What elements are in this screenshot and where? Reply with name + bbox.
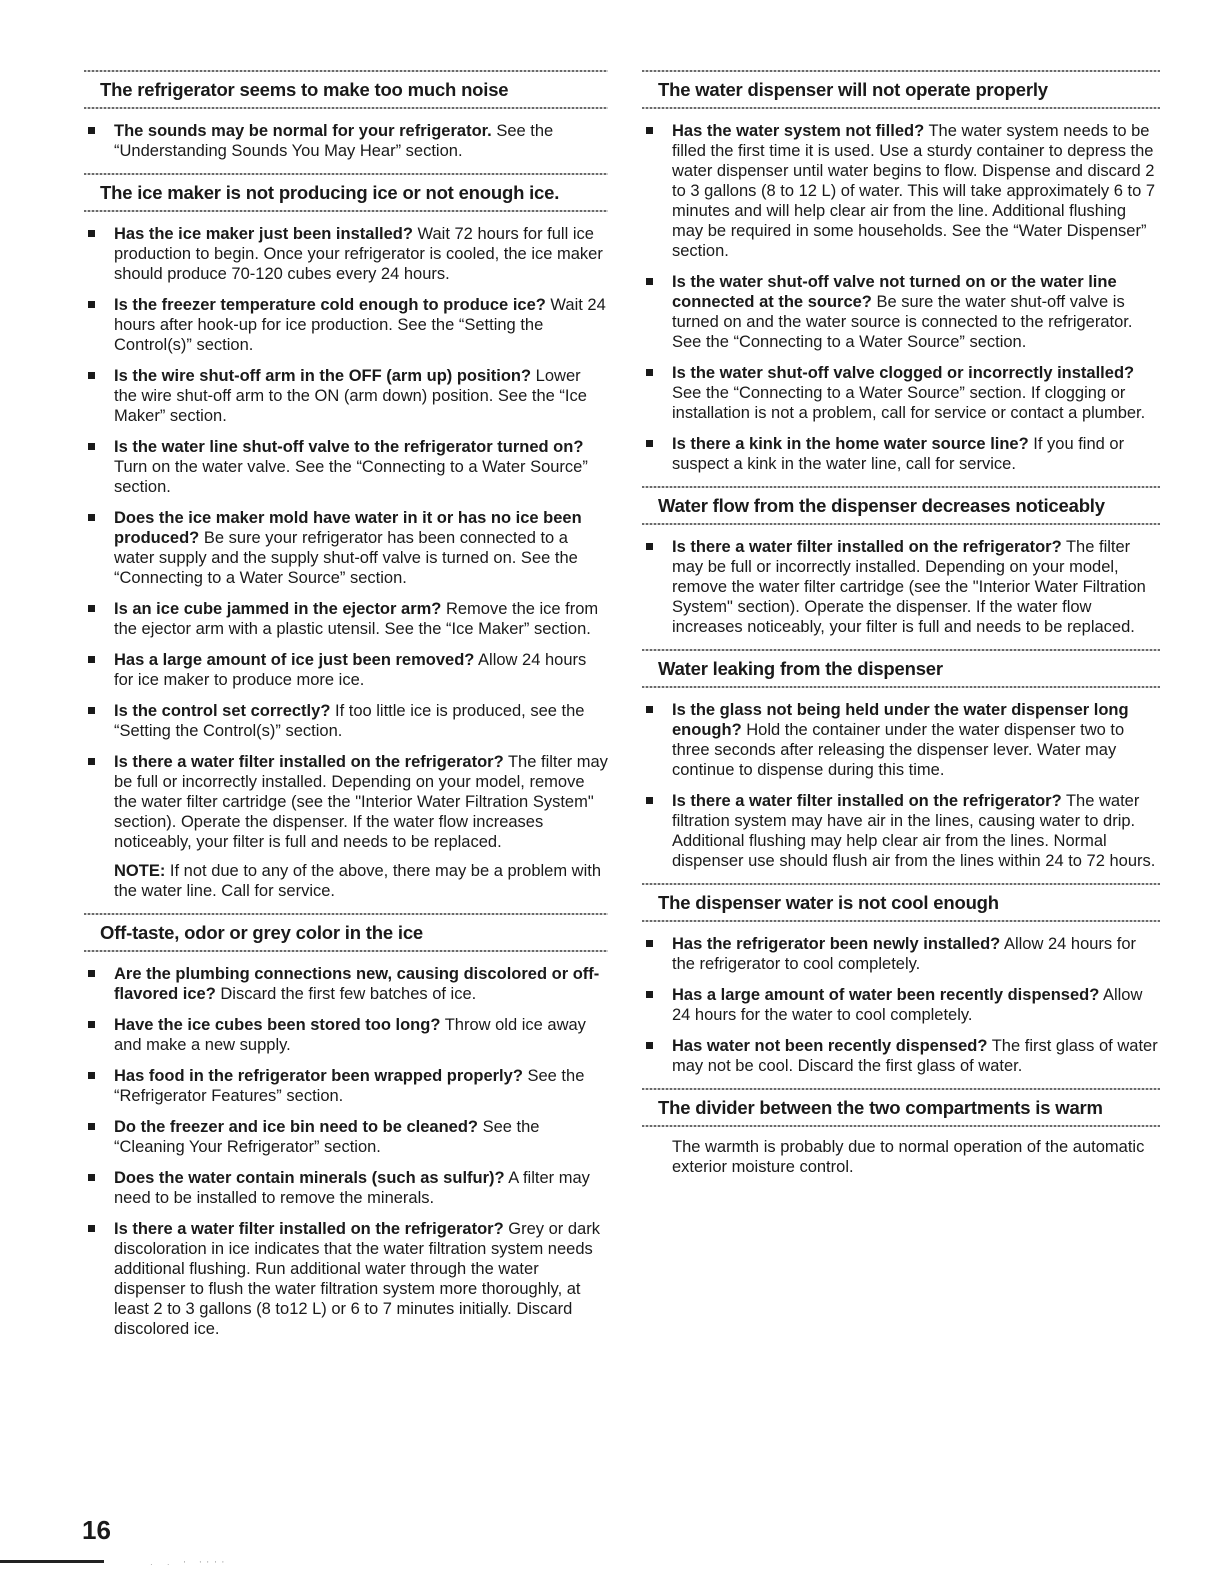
item-question: Has the water system not filled?	[672, 122, 925, 140]
item-answer: Hold the container under the water dispenser two to three seconds after releasing the dispenser lever. Water may continue to dispense during this time.	[672, 721, 1125, 779]
item-question: The sounds may be normal for your refrigerator.	[114, 122, 492, 140]
list-item	[84, 295, 608, 355]
item-question: Is the freezer temperature cold enough to produce ice?	[114, 296, 546, 314]
section-rule-bottom	[642, 686, 1160, 688]
item-answer: See the “Understanding Sounds You May Hear” section.	[114, 122, 554, 160]
square-bullet-icon	[88, 1225, 95, 1232]
item-answer: Wait 72 hours for full ice production to begin. Once your refrigerator is cooled, the ice maker should produce 70-120 cubes every 24 hours.	[114, 225, 603, 283]
square-bullet-icon	[88, 127, 95, 134]
item-question: Has a large amount of ice just been removed?	[114, 651, 475, 669]
square-bullet-icon	[646, 797, 653, 804]
square-bullet-icon	[646, 369, 653, 376]
square-bullet-icon	[646, 127, 653, 134]
item-question: Is the water line shut-off valve to the refrigerator turned on?	[114, 438, 584, 456]
item-question: Has the ice maker just been installed?	[114, 225, 413, 243]
square-bullet-icon	[88, 1072, 95, 1079]
list-item	[84, 599, 608, 639]
list-item	[642, 700, 1160, 780]
square-bullet-icon	[646, 543, 653, 550]
list-item	[84, 1219, 608, 1339]
section-heading: The refrigerator seems to make too much noise	[100, 79, 509, 100]
item-question: Has a large amount of water been recently dispensed?	[672, 986, 1100, 1004]
list-item	[642, 1036, 1160, 1076]
list-item	[642, 121, 1160, 261]
section-paragraph: The warmth is probably due to normal operation of the automatic exterior moisture control.	[672, 1138, 1145, 1176]
item-question: Is there a water filter installed on the refrigerator?	[114, 1220, 504, 1238]
section-heading: Water leaking from the dispenser	[658, 658, 943, 679]
item-list	[642, 700, 1160, 871]
square-bullet-icon	[88, 301, 95, 308]
square-bullet-icon	[646, 940, 653, 947]
list-item	[84, 1015, 608, 1055]
item-answer: Allow 24 hours for the refrigerator to cool completely.	[672, 935, 1137, 973]
item-answer: Turn on the water valve. See the “Connecting to a Water Source” section.	[114, 458, 588, 496]
list-item	[642, 363, 1160, 423]
section-rule-bottom	[642, 1125, 1160, 1127]
item-question: Is the wire shut-off arm in the OFF (arm up) position?	[114, 367, 532, 385]
item-answer: If you find or suspect a kink in the water line, call for service.	[672, 435, 1125, 473]
list-item	[84, 1117, 608, 1157]
square-bullet-icon	[88, 758, 95, 765]
section-heading: The ice maker is not producing ice or not enough ice.	[100, 182, 560, 203]
item-question: Is the glass not being held under the water dispenser long enough?	[672, 701, 1129, 739]
item-answer: The filter may be full or incorrectly installed. Depending on your model, remove the water filter cartridge (see the "Interior Water Filtration System" section). Operate the dispenser. If the water flow increases noticeably, your filter is full and needs to be replaced.	[672, 538, 1146, 636]
troubleshooting-section	[642, 1088, 1160, 1177]
item-question: Is an ice cube jammed in the ejector arm?	[114, 600, 442, 618]
left-column	[84, 70, 608, 1351]
section-rule-bottom	[84, 950, 608, 952]
list-item	[84, 752, 608, 852]
square-bullet-icon	[88, 707, 95, 714]
square-bullet-icon	[646, 706, 653, 713]
item-answer: The filter may be full or incorrectly installed. Depending on your model, remove the water filter cartridge (see the "Interior Water Filtration System" section). Operate the dispenser. If the water flow increases noticeably, your filter is full and needs to be replaced.	[114, 753, 608, 851]
item-question: Is there a water filter installed on the refrigerator?	[672, 538, 1062, 556]
list-item	[84, 121, 608, 161]
item-question: Is the water shut-off valve clogged or incorrectly installed?	[672, 364, 1135, 382]
section-rule-bottom	[642, 523, 1160, 525]
item-answer: Be sure your refrigerator has been connected to a water supply and the supply shut-off valve is turned on. See the “Connecting to a Water Source” section.	[114, 529, 578, 587]
list-item	[642, 985, 1160, 1025]
page-number: 16	[82, 1515, 111, 1545]
section-heading: Off-taste, odor or grey color in the ice	[100, 922, 423, 943]
item-answer: Throw old ice away and make a new supply.	[114, 1016, 586, 1054]
item-list	[84, 964, 608, 1339]
section-heading: The dispenser water is not cool enough	[658, 892, 999, 913]
square-bullet-icon	[88, 1123, 95, 1130]
troubleshooting-section	[84, 173, 608, 901]
item-answer: Discard the first few batches of ice.	[215, 985, 477, 1003]
footer-rule	[0, 1560, 104, 1563]
square-bullet-icon	[646, 440, 653, 447]
item-answer: Allow 24 hours for the water to cool completely.	[672, 986, 1143, 1024]
troubleshooting-section	[642, 70, 1160, 474]
note-text: If not due to any of the above, there may be a problem with the water line. Call for service.	[114, 862, 602, 900]
section-rule-bottom	[642, 107, 1160, 109]
square-bullet-icon	[646, 991, 653, 998]
section-heading: Water flow from the dispenser decreases noticeably	[658, 495, 1105, 516]
item-question: Is the water shut-off valve not turned on or the water line connected at the source?	[672, 273, 1117, 311]
list-item	[642, 272, 1160, 352]
section-rule-bottom	[84, 107, 608, 109]
square-bullet-icon	[88, 656, 95, 663]
item-answer: The water system needs to be filled the first time it is used. Use a sturdy container to depress the water dispenser until water begins to flow. Dispense and discard 2 to 3 gallons (8 to 12 L) of water. This will take approximately 6 to 7 minutes and will help clear air from the line. Additional flushing may be required in some households. See the “Water Dispenser” section.	[672, 122, 1156, 260]
troubleshooting-section	[84, 70, 608, 161]
list-item	[84, 366, 608, 426]
section-heading: The divider between the two compartments is warm	[658, 1097, 1103, 1118]
square-bullet-icon	[88, 372, 95, 379]
item-question: Has the refrigerator been newly installed?	[672, 935, 1001, 953]
item-answer: Remove the ice from the ejector arm with a plastic utensil. See the “Ice Maker” section.	[114, 600, 599, 638]
item-answer: A filter may need to be installed to remove the minerals.	[114, 1169, 590, 1207]
square-bullet-icon	[88, 1021, 95, 1028]
item-list	[84, 121, 608, 161]
list-item	[642, 537, 1160, 637]
note-paragraph	[84, 861, 608, 901]
list-item	[84, 508, 608, 588]
list-item	[84, 437, 608, 497]
item-answer: Grey or dark discoloration in ice indicates that the water filtration system needs additional flushing. Run additional water through the water dispenser to flush the water filtration system more thoroughly, at least 2 to 3 gallons (8 to12 L) or 6 to 7 minutes initially. Discard discolored ice.	[114, 1220, 600, 1338]
item-question: Does the ice maker mold have water in it or has no ice been produced?	[114, 509, 582, 547]
item-answer: The first glass of water may not be cool. Discard the first glass of water.	[672, 1037, 1158, 1075]
list-item	[642, 434, 1160, 474]
item-list	[84, 224, 608, 852]
list-item	[642, 791, 1160, 871]
item-question: Are the plumbing connections new, causing discolored or off-flavored ice?	[114, 965, 600, 1003]
item-question: Do the freezer and ice bin need to be cleaned?	[114, 1118, 478, 1136]
item-list	[642, 537, 1160, 637]
section-rule-bottom	[642, 920, 1160, 922]
troubleshooting-section	[642, 883, 1160, 1076]
right-column	[642, 70, 1160, 1189]
item-answer: Allow 24 hours for ice maker to produce more ice.	[114, 651, 587, 689]
item-list	[642, 934, 1160, 1076]
square-bullet-icon	[88, 970, 95, 977]
list-item	[84, 650, 608, 690]
square-bullet-icon	[88, 230, 95, 237]
list-item	[84, 964, 608, 1004]
item-question: Is there a kink in the home water source line?	[672, 435, 1029, 453]
item-answer: If too little ice is produced, see the “Setting the Control(s)” section.	[114, 702, 585, 740]
square-bullet-icon	[88, 1174, 95, 1181]
item-question: Is the control set correctly?	[114, 702, 331, 720]
square-bullet-icon	[88, 443, 95, 450]
item-question: Have the ice cubes been stored too long?	[114, 1016, 441, 1034]
square-bullet-icon	[88, 514, 95, 521]
list-item	[642, 934, 1160, 974]
list-item	[84, 1066, 608, 1106]
troubleshooting-section	[642, 649, 1160, 871]
item-question: Is there a water filter installed on the refrigerator?	[672, 792, 1062, 810]
item-answer: Lower the wire shut-off arm to the ON (arm down) position. See the “Ice Maker” section.	[114, 367, 587, 425]
list-item	[84, 1168, 608, 1208]
item-answer: Be sure the water shut-off valve is turned on and the water source is connected to the refrigerator. See the “Connecting to a Water Source” section.	[672, 293, 1133, 351]
square-bullet-icon	[646, 1042, 653, 1049]
item-question: Has food in the refrigerator been wrapped properly?	[114, 1067, 523, 1085]
square-bullet-icon	[646, 278, 653, 285]
troubleshooting-section	[84, 913, 608, 1339]
item-question: Is there a water filter installed on the refrigerator?	[114, 753, 504, 771]
square-bullet-icon	[88, 605, 95, 612]
section-rule-bottom	[84, 210, 608, 212]
item-question: Has water not been recently dispensed?	[672, 1037, 988, 1055]
troubleshooting-section	[642, 486, 1160, 637]
item-answer: See the “Refrigerator Features” section.	[114, 1067, 585, 1105]
item-list	[642, 121, 1160, 474]
item-question: Does the water contain minerals (such as sulfur)?	[114, 1169, 505, 1187]
item-answer: See the “Connecting to a Water Source” section. If clogging or installation is not a problem, call for service or contact a plumber.	[672, 384, 1146, 422]
list-item	[84, 701, 608, 741]
list-item	[84, 224, 608, 284]
item-answer: The water filtration system may have air in the lines, causing water to drip. Additional flushing may help clear air from the lines. Normal dispenser use should flush air from the lines within 24 to 72 hours.	[672, 792, 1156, 870]
item-answer: See the “Cleaning Your Refrigerator” section.	[114, 1118, 540, 1156]
footer-specks: · · ' ''''	[150, 1560, 230, 1569]
section-heading: The water dispenser will not operate properly	[658, 79, 1048, 100]
item-answer: Wait 24 hours after hook-up for ice production. See the “Setting the Control(s)” section.	[114, 296, 606, 354]
note-label: NOTE:	[114, 862, 166, 880]
